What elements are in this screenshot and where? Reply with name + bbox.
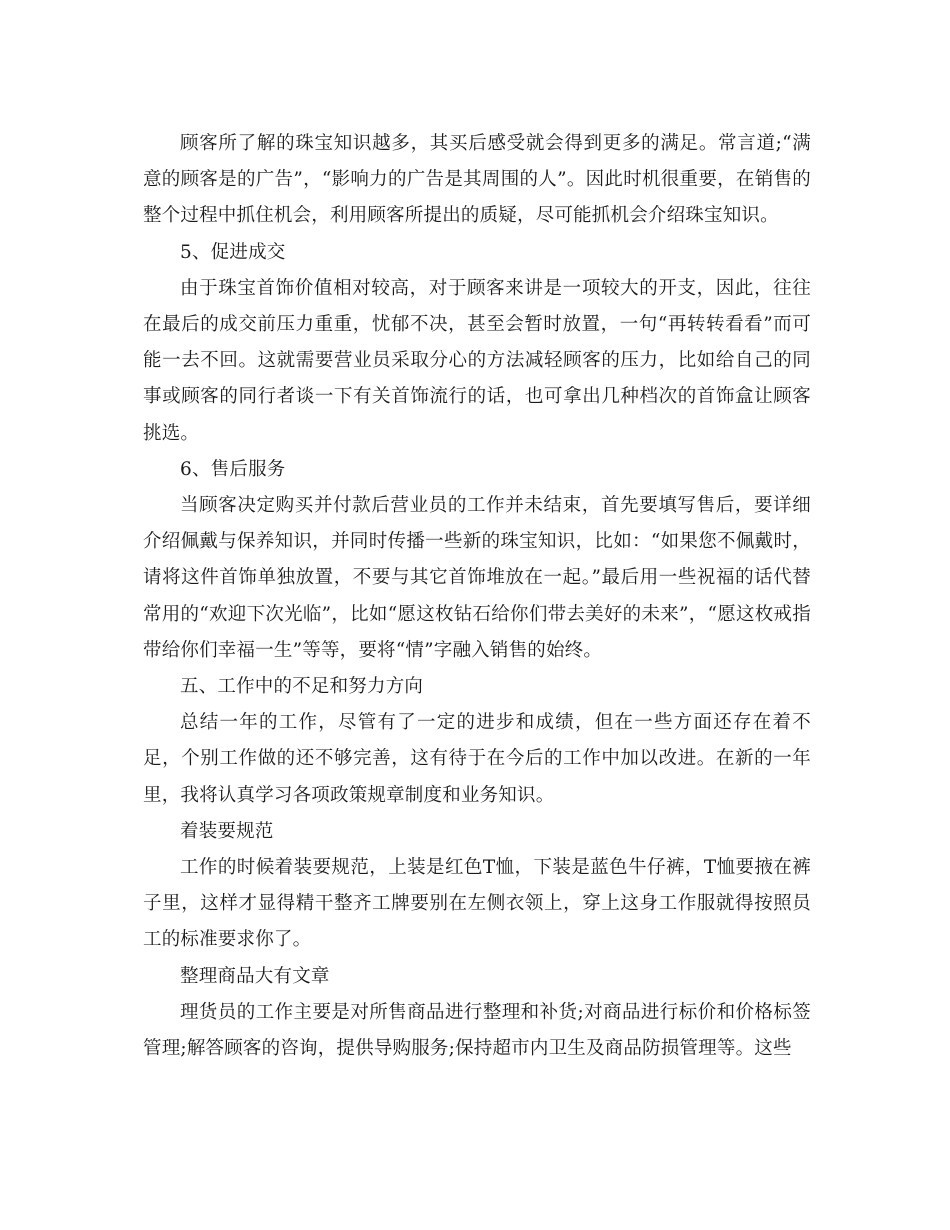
paragraph-dress-code: 工作的时候着装要规范，上装是红色T恤，下装是蓝色牛仔裤，T恤要掖在裤子里，这样才显得精干整齐工牌要别在左侧衣领上，穿上这身工作服就得按照员工的标准要求你了。	[143, 857, 811, 951]
heading-shortcomings: 五、工作中的不足和努力方向	[180, 676, 424, 698]
heading-promote-deal: 5、促进成交	[180, 241, 286, 263]
heading-dress-code: 着装要规范	[180, 820, 274, 842]
paragraph-arrange-goods: 理货员的工作主要是对所售商品进行整理和补货;对商品进行标价和价格标签管理;解答顾客的咨询，提供导购服务;保持超市内卫生及商品防损管理等。这些	[143, 1001, 811, 1060]
paragraph-shortcomings: 总结一年的工作，尽管有了一定的进步和成绩，但在一些方面还存在着不足，个别工作做的还不够完善，这有待于在今后的工作中加以改进。在新的一年里，我将认真学习各项政策规章制度和业务知识。	[143, 712, 811, 806]
paragraph-promote-deal: 由于珠宝首饰价值相对较高，对于顾客来讲是一项较大的开支，因此，往往在最后的成交前压力重重，忧郁不决，甚至会暂时放置，一句“再转转看看”而可能一去不回。这就需要营业员采取分心的方法减轻顾客的压力，比如给自己的同事或顾客的同行者谈一下有关首饰流行的话，也可拿出几种档次的首饰盒让顾客挑选。	[143, 277, 811, 444]
paragraph-after-sales: 当顾客决定购买并付款后营业员的工作并未结束，首先要填写售后，要详细介绍佩戴与保养知识，并同时传播一些新的珠宝知识，比如：“如果您不佩戴时，请将这件首饰单独放置，不要与其它首饰堆放在一起。”最后用一些祝福的话代替常用的“欢迎下次光临”，比如“愿这枚钻石给你们带去美好的未来”，“愿这枚戒指带给你们幸福一生”等等，要将“情”字融入销售的始终。	[143, 495, 811, 661]
heading-after-sales: 6、售后服务	[180, 458, 286, 480]
paragraph-jewelry-knowledge: 顾客所了解的珠宝知识越多，其买后感受就会得到更多的满足。常言道;“满意的顾客是的广告”，“影响力的广告是其周围的人”。因此时机很重要，在销售的整个过程中抓住机会，利用顾客所提出的质疑，尽可能抓机会介绍珠宝知识。	[143, 133, 811, 227]
heading-arrange-goods: 整理商品大有文章	[180, 965, 330, 987]
document-body	[143, 126, 811, 1067]
